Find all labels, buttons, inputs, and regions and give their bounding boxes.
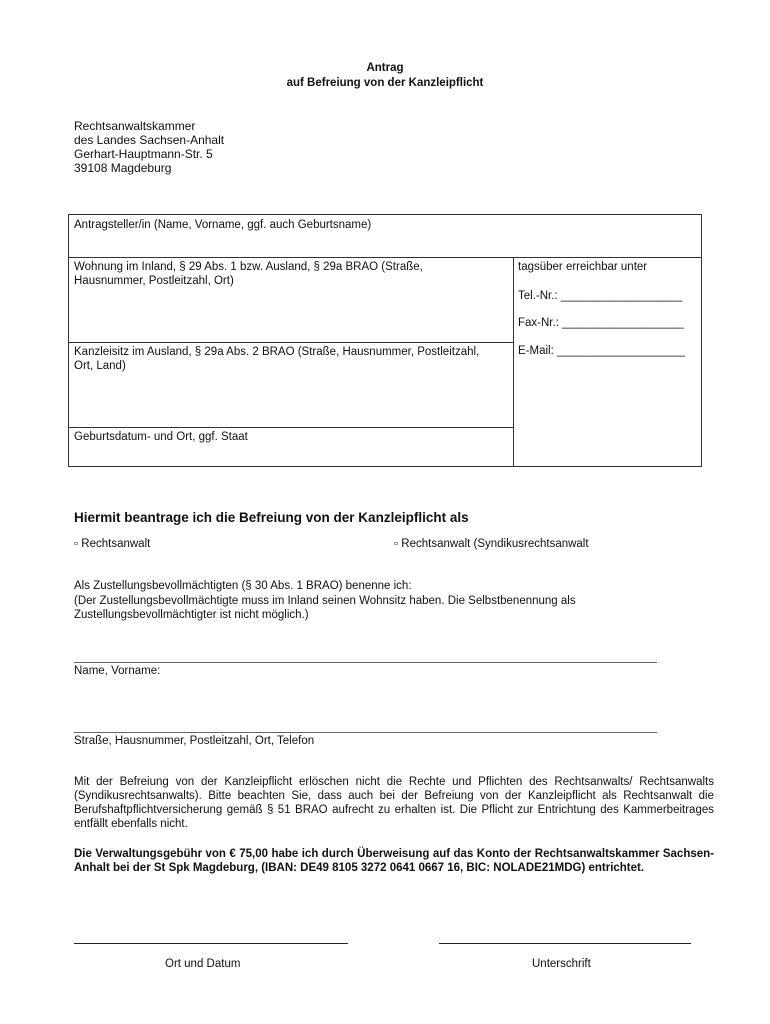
notice-paragraph: Mit der Befreiung von der Kanzleipflicht erlöschen nicht die Rechte und Pflichten des Rechtsanwalts/ Rechtsanwalts (Syndikusrechtsanwalts). Bitte beachten Sie, dass auch bei der Befreiung von der Kanzleipflicht als Rechtsanwalt die Berufshaftpflichtversicherung gemäß § 51 BRAO aufrecht zu erhalten ist. Die Pflicht zur Entrichtung des Kammerbeitrages entfällt ebenfalls nicht. xyxy=(74,776,714,830)
signature-line[interactable] xyxy=(439,943,691,944)
agent-intro-line-2: (Der Zustellungsbevollmächtigte muss im Inland seinen Wohnsitz haben. Die Selbstbenennung als xyxy=(74,595,576,607)
agent-name-input-line[interactable] xyxy=(74,662,657,663)
checkbox-icon[interactable]: ▫ xyxy=(74,538,79,550)
document-title: Antrag xyxy=(366,62,404,74)
agent-intro-line-3: Zustellungsbevollmächtigter ist nicht möglich.) xyxy=(74,609,309,621)
recipient-line-3: Gerhart-Hauptmann-Str. 5 xyxy=(74,147,213,161)
reachable-label: tagsüber erreichbar unter xyxy=(518,261,648,273)
form-divider xyxy=(68,342,513,343)
option-syndikusrechtsanwalt-label: Rechtsanwalt (Syndikusrechtsanwalt xyxy=(401,538,589,550)
form-column-divider xyxy=(513,257,514,467)
request-heading: Hiermit beantrage ich die Befreiung von der Kanzleipflicht als xyxy=(74,510,469,525)
agent-name-label: Name, Vorname: xyxy=(74,665,161,677)
agent-intro-line-1: Als Zustellungsbevollmächtigten (§ 30 Abs. 1 BRAO) benenne ich: xyxy=(74,580,412,592)
office-abroad-field[interactable]: Kanzleisitz im Ausland, § 29a Abs. 2 BRAO (Straße, Hausnummer, Postleitzahl, Ort, Land) xyxy=(74,346,480,372)
place-date-line[interactable] xyxy=(74,943,348,944)
fax-field[interactable]: Fax-Nr.: ___________________ xyxy=(518,317,684,329)
form-divider xyxy=(68,257,702,258)
checkbox-icon[interactable]: ▫ xyxy=(394,538,399,550)
phone-field[interactable]: Tel.-Nr.: ___________________ xyxy=(518,290,683,302)
agent-address-input-line[interactable] xyxy=(74,732,657,733)
place-date-label: Ort und Datum xyxy=(165,958,241,970)
document-subtitle: auf Befreiung von der Kanzleipflicht xyxy=(286,77,484,89)
recipient-line-4: 39108 Magdeburg xyxy=(74,161,172,175)
birth-date-place-field[interactable]: Geburtsdatum- und Ort, ggf. Staat xyxy=(74,431,248,443)
recipient-line-1: Rechtsanwaltskammer xyxy=(74,119,196,133)
email-field[interactable]: E-Mail: ____________________ xyxy=(518,345,685,357)
form-divider xyxy=(68,427,513,428)
agent-address-label: Straße, Hausnummer, Postleitzahl, Ort, Telefon xyxy=(74,735,315,747)
option-syndikusrechtsanwalt[interactable] xyxy=(394,538,589,550)
option-rechtsanwalt-label: Rechtsanwalt xyxy=(81,538,151,550)
residence-address-field[interactable]: Wohnung im Inland, § 29 Abs. 1 bzw. Ausland, § 29a BRAO (Straße, Hausnummer, Postleitzahl, Ort) xyxy=(74,261,423,287)
option-rechtsanwalt[interactable] xyxy=(74,538,150,550)
applicant-name-field[interactable]: Antragsteller/in (Name, Vorname, ggf. auch Geburtsname) xyxy=(74,219,372,231)
signature-label: Unterschrift xyxy=(532,958,591,970)
fee-paragraph: Die Verwaltungsgebühr von € 75,00 habe ich durch Überweisung auf das Konto der Rechtsanwaltskammer Sachsen-Anhalt bei der St Spk Magdeburg, (IBAN: DE49 8105 3272 0641 0667 16, BIC: NOLADE21MDG) entrichtet. xyxy=(74,848,714,874)
recipient-line-2: des Landes Sachsen-Anhalt xyxy=(74,133,225,147)
